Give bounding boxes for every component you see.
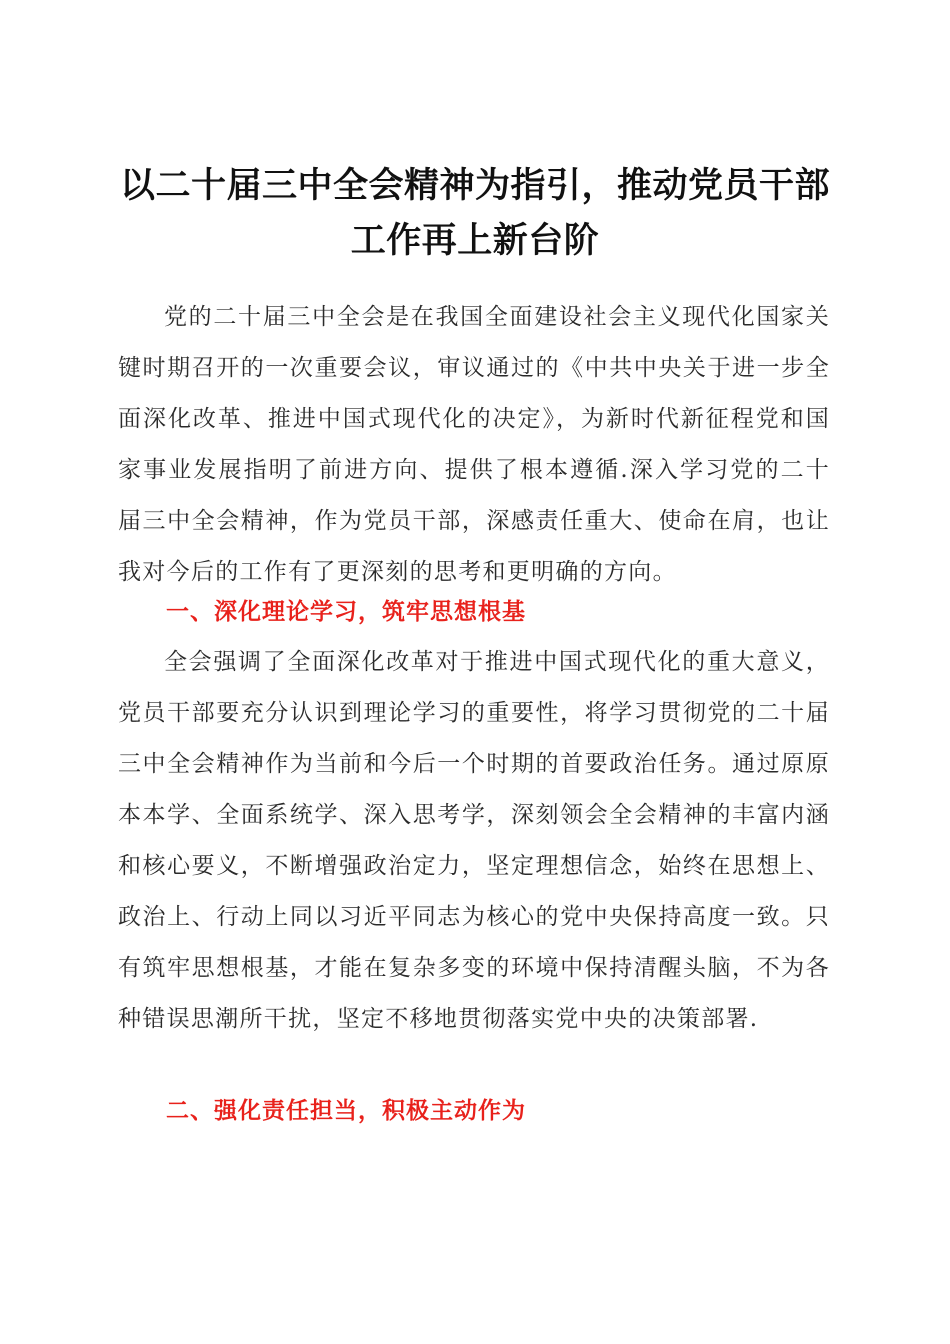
section-1-paragraph: 全会强调了全面深化改革对于推进中国式现代化的重大意义，党员干部要充分认识到理论学习的重要性，将学习贯彻党的二十届三中全会精神作为当前和今后一个时期的首要政治任务。通过原原本本学、全面系统学、深入思考学，深刻领会全会精神的丰富内涵和核心要义，不断增强政治定力，坚定理想信念，始终在思想上、政治上、行动上同以习近平同志为核心的党中央保持高度一致。只有筑牢思想根基，才能在复杂多变的环境中保持清醒头脑，不为各种错误思潮所干扰，坚定不移地贯彻落实党中央的决策部署.	[118, 649, 830, 1032]
section-1-heading: 一、深化理论学习，筑牢思想根基	[166, 598, 526, 625]
intro-paragraph: 党的二十届三中全会是在我国全面建设社会主义现代化国家关键时期召开的一次重要会议，审议通过的《中共中央关于进一步全面深化改革、推进中国式现代化的决定》，为新时代新征程党和国家事业发展指明了前进方向、提供了根本遵循.深入学习党的二十届三中全会精神，作为党员干部，深感责任重大、使命在肩，也让我对今后的工作有了更深刻的思考和更明确的方向。	[118, 304, 830, 585]
document-title-line-2: 工作再上新台阶	[350, 220, 600, 261]
section-2-heading: 二、强化责任担当，积极主动作为	[166, 1097, 526, 1124]
document-title-line-1: 以二十届三中全会精神为指引，推动党员干部	[119, 165, 830, 206]
